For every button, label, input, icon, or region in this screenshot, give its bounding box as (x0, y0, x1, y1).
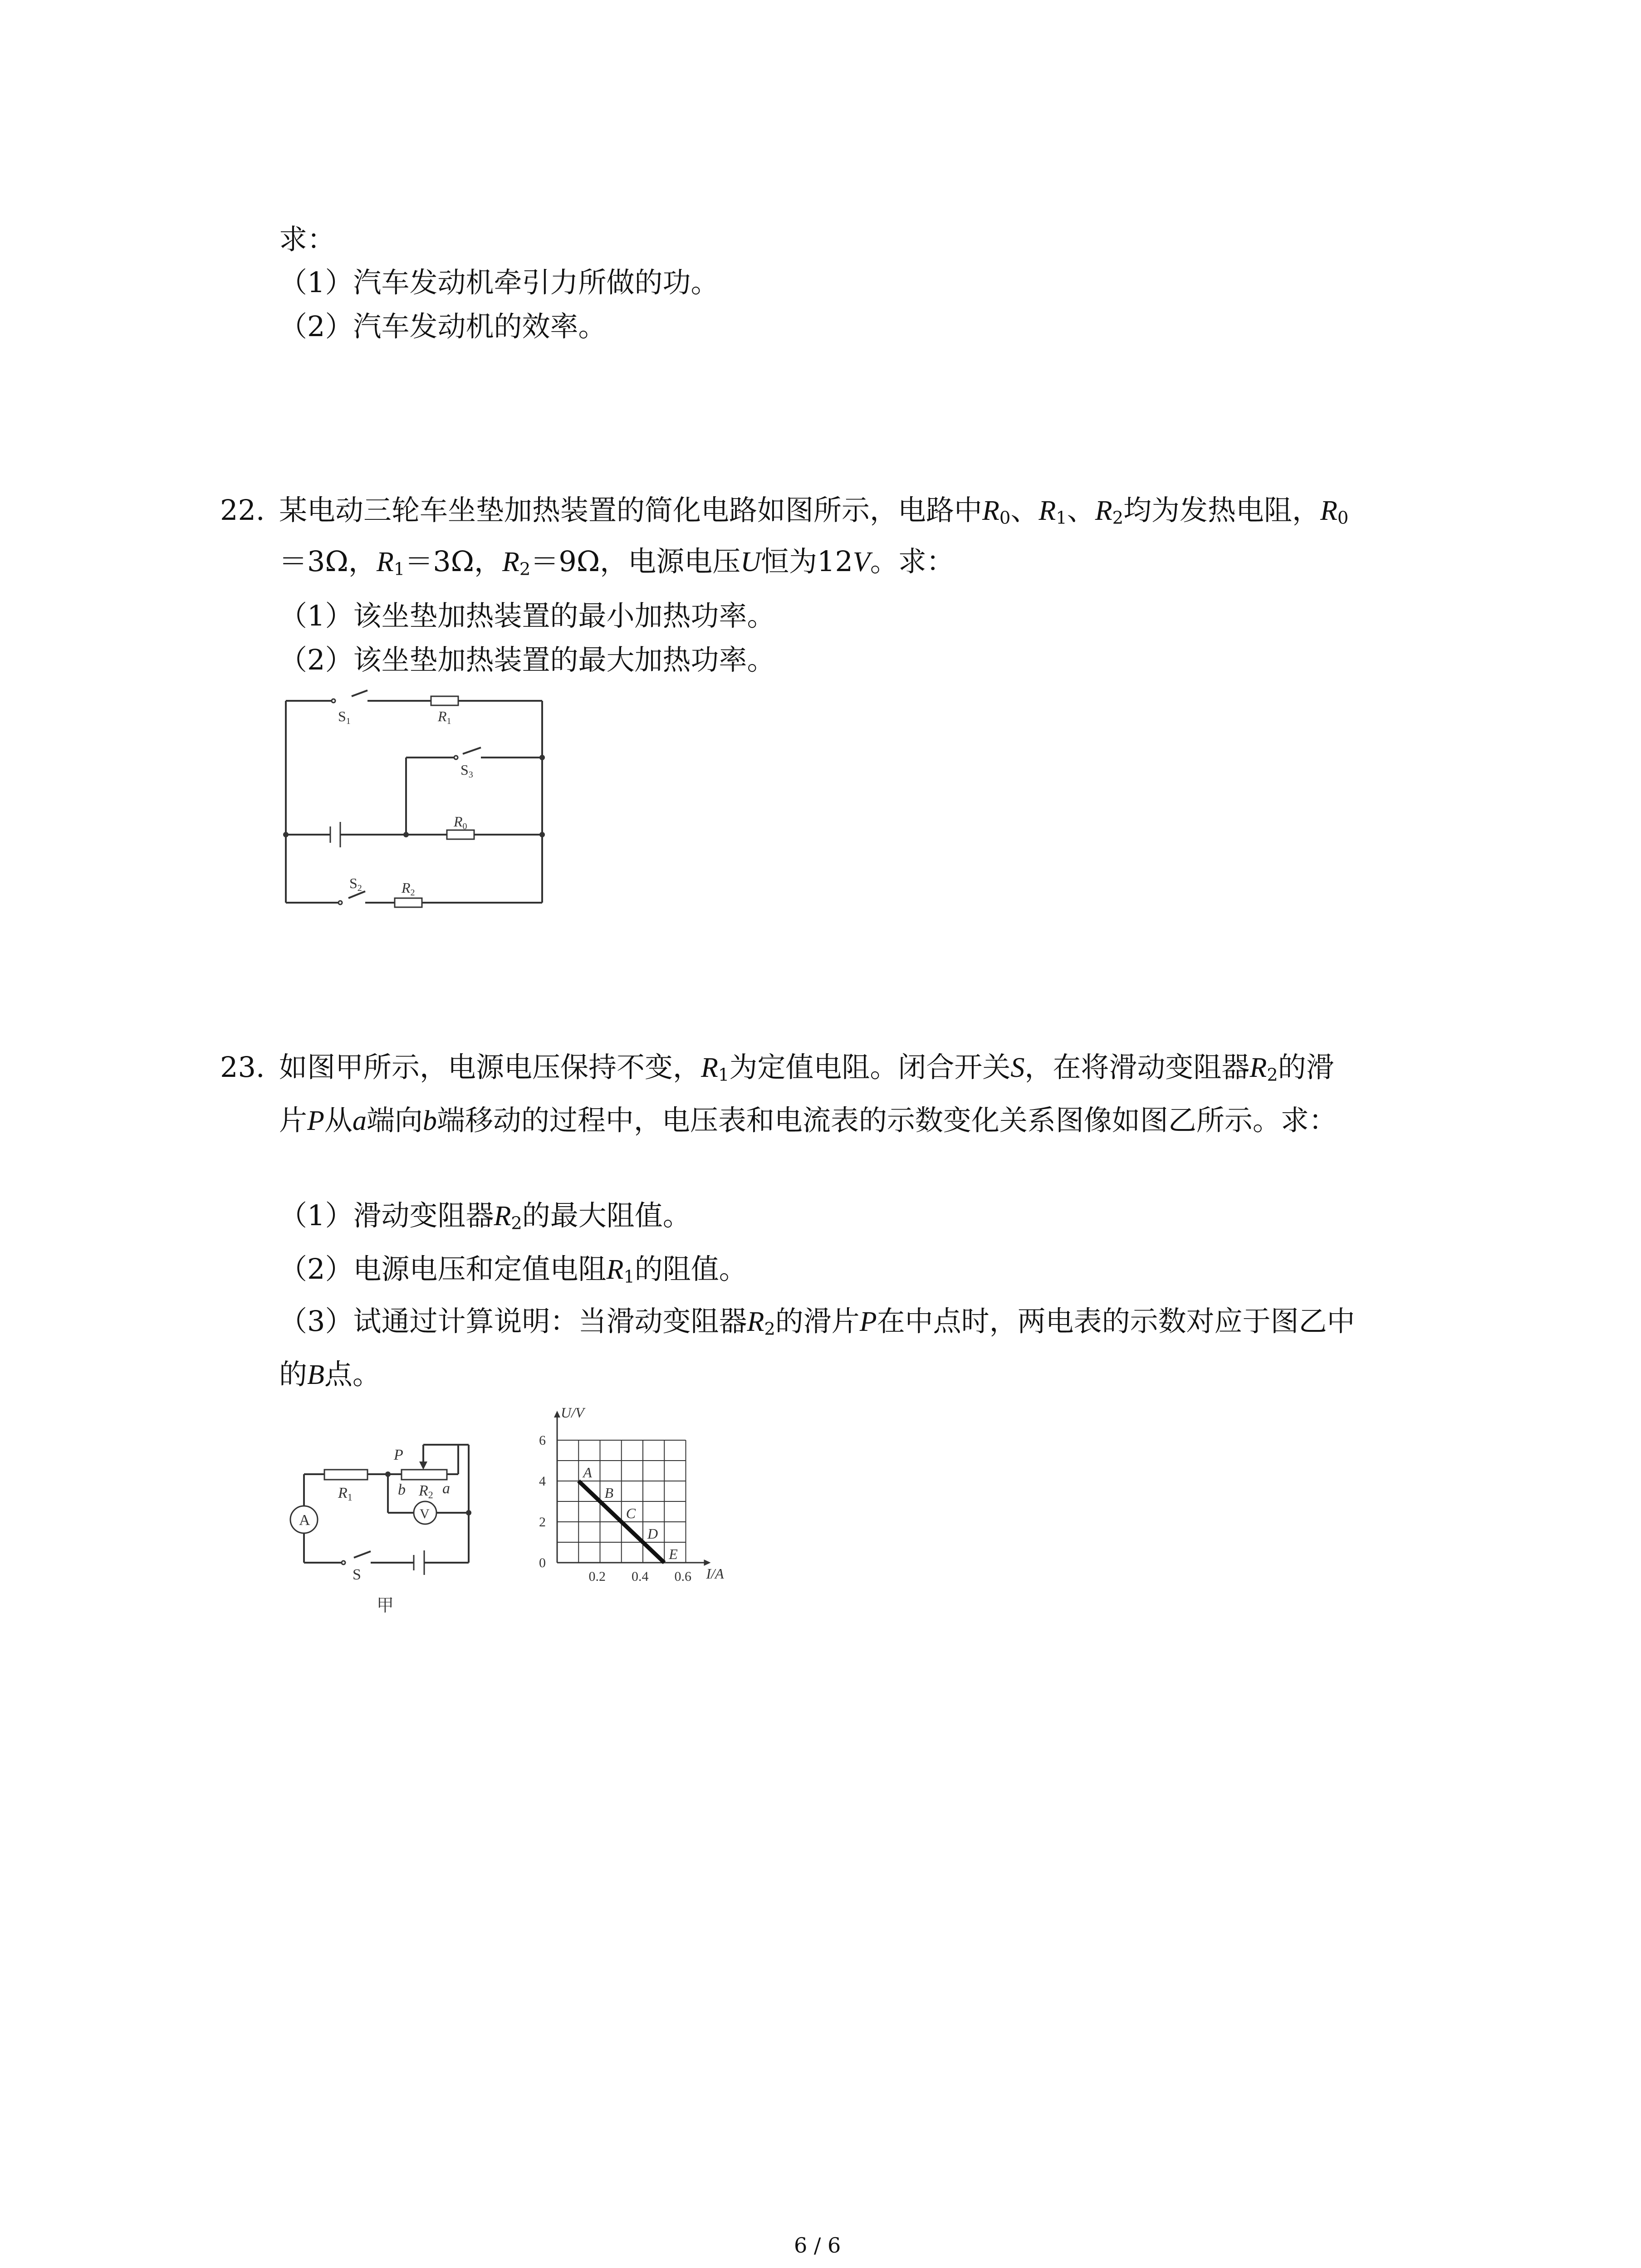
q23-fig-jia-a-label: a (442, 1480, 450, 1497)
q22-fig-r1-label: R1 (438, 708, 451, 726)
q23-part1: （1）滑动变阻器$R_2$的最大阻值。 (279, 1199, 691, 1234)
q22-fig-r2-label: R2 (402, 880, 415, 898)
q23-part2: （2）电源电压和定值电阻$R_1$的阻值。 (279, 1252, 747, 1287)
q23-stem-line2: 片P从a端向b端移动的过程中，电压表和电流表的示数变化关系图像如图乙所示。求： (279, 1104, 1337, 1137)
chart-point-label: B (604, 1485, 614, 1501)
q21-part2: （2）汽车发动机的效率。 (279, 310, 607, 343)
chart-x-tick-label: 0.2 (588, 1569, 606, 1584)
q22-fig-s2-label: S2 (349, 875, 362, 893)
chart-x-tick-label: 0.6 (674, 1569, 691, 1584)
page-number: 6 / 6 (794, 2233, 841, 2258)
chart-y-tick-label: 2 (539, 1515, 546, 1530)
q23-fig-jia-r1-label: R1 (338, 1485, 353, 1503)
q21-ask: 求： (279, 223, 336, 256)
chart-y-axis-arrow (554, 1411, 560, 1418)
chart-x-axis-label: I/A (706, 1565, 724, 1582)
q23-part3-line2: 的B点。 (279, 1358, 381, 1391)
chart-y-tick-label: 4 (539, 1474, 546, 1489)
q22-circuit-diagram (272, 689, 563, 925)
q23-number: 23. (220, 1051, 265, 1084)
q21-part1: （1）汽车发动机牵引力所做的功。 (279, 266, 719, 299)
q23-part3-line1: （3）试通过计算说明：当滑动变阻器$R_2$的滑片P在中点时，两电表的示数对应于图乙中 (279, 1305, 1355, 1339)
q23-stem-line1: 如图甲所示，电源电压保持不变，$R_1$为定值电阻。闭合开关S，在将滑动变阻器$R_2$的滑 (279, 1051, 1334, 1085)
chart-y-tick-label: 0 (539, 1555, 546, 1570)
chart-point-label: D (647, 1525, 658, 1542)
q22-number: 22. (220, 494, 265, 527)
chart-y-axis-label: U/V (561, 1404, 584, 1421)
q22-fig-s1-label: S1 (338, 708, 351, 726)
voltmeter-icon: V (420, 1506, 430, 1521)
q22-part1: （1）该坐垫加热装置的最小加热功率。 (279, 599, 775, 632)
q22-stem-line2: ＝3Ω，$R_1=3\Omega$，$R_2=9\Omega$，电源电压U恒为12V。求： (279, 545, 955, 580)
ammeter-icon: A (299, 1512, 310, 1529)
q23-fig-jia-b-label: b (398, 1481, 406, 1498)
q22-fig-s3-label: S3 (460, 762, 473, 780)
chart-y-tick-label: 6 (539, 1433, 546, 1448)
q23-circuit-diagram-jia (272, 1433, 481, 1624)
q23-fig-jia-p-label: P (394, 1447, 403, 1463)
chart-x-axis-arrow (704, 1559, 711, 1566)
chart-point-label: C (626, 1505, 636, 1521)
q23-fig-jia-caption: 甲 (377, 1596, 394, 1615)
q23-ui-graph-yi (499, 1393, 724, 1624)
chart-point-label: E (669, 1546, 678, 1562)
q22-part2: （2）该坐垫加热装置的最大加热功率。 (279, 643, 775, 676)
q23-fig-jia-switch-label: S (353, 1566, 361, 1583)
chart-x-tick-label: 0.4 (632, 1569, 649, 1584)
q22-fig-r0-label: R0 (454, 813, 467, 831)
chart-point-label: A (583, 1464, 592, 1481)
q23-fig-jia-r2-label: R2 (419, 1482, 433, 1501)
q22-stem-line1: 某电动三轮车坐垫加热装置的简化电路如图所示，电路中$R_0$、$R_1$、$R_2$均为发热电阻，$R_0$ (279, 494, 1349, 528)
